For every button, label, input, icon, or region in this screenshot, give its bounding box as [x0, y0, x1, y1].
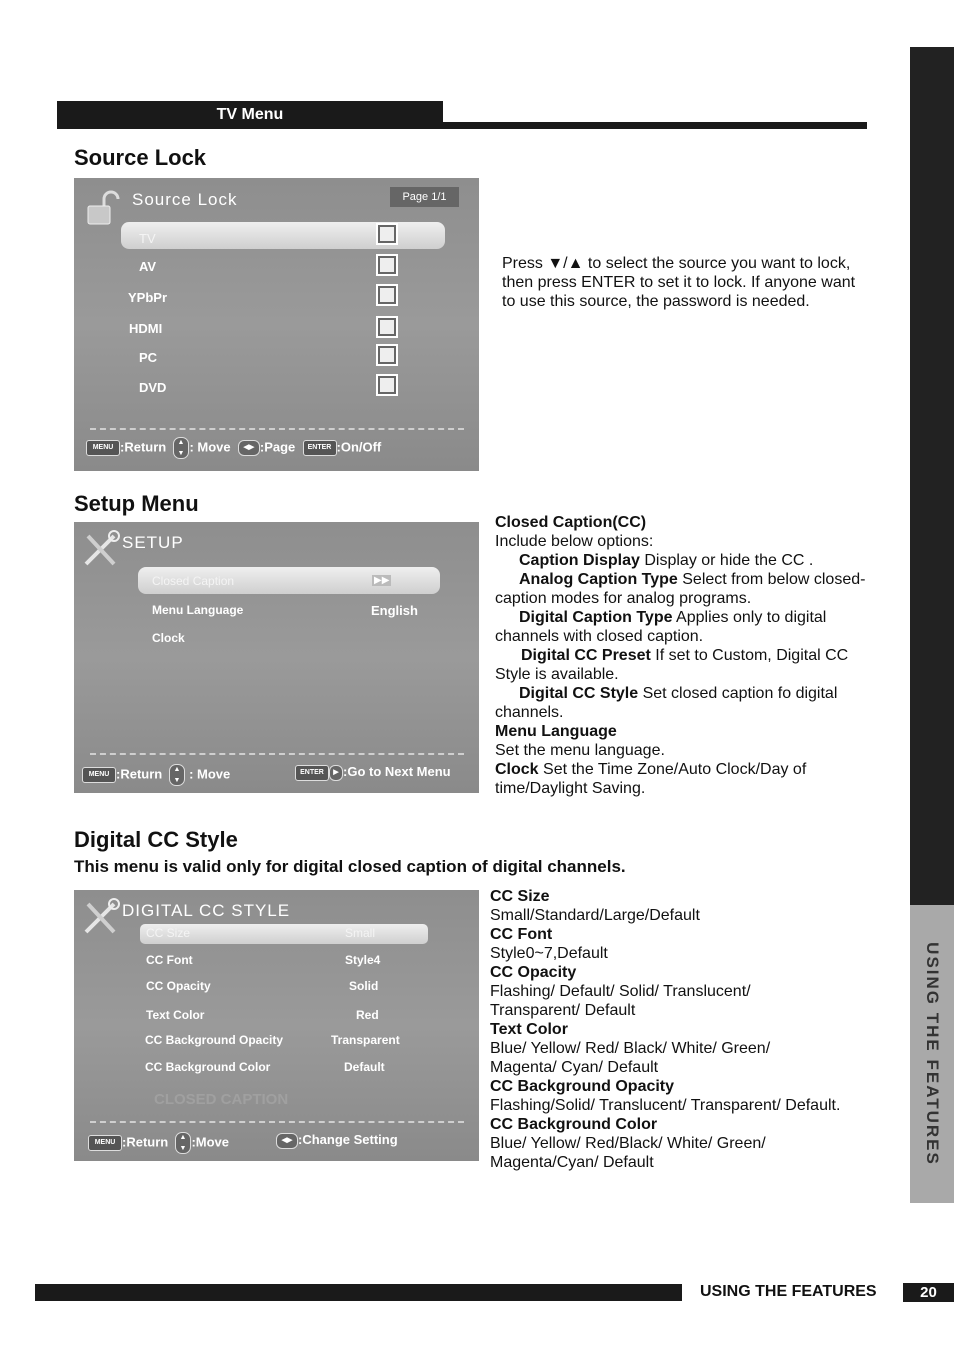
cc-opacity-value: Solid: [349, 979, 379, 993]
screen-title: Source Lock: [132, 190, 238, 209]
up-down-key-icon: [173, 437, 189, 459]
cc-item-opacity[interactable]: CC Opacity: [146, 979, 211, 993]
divider: [90, 1121, 464, 1123]
tools-icon: [80, 898, 120, 941]
lock-checkbox-hdmi[interactable]: [376, 316, 398, 338]
source-item-av[interactable]: AV: [139, 259, 157, 274]
source-lock-screen: [74, 178, 479, 471]
divider: [90, 428, 464, 430]
cc-item-font[interactable]: CC Font: [146, 953, 193, 967]
up-down-key-icon: [169, 764, 185, 786]
source-item-hdmi[interactable]: HDMI: [129, 321, 163, 336]
footer-label: USING THE FEATURES: [700, 1283, 877, 1300]
screen-footer: MENU :Return ▲ ▼ : Move: [82, 764, 230, 786]
lock-icon: [84, 190, 122, 231]
cc-bg-color-value: Default: [344, 1060, 385, 1074]
section-tab: TV Menu: [57, 101, 443, 129]
digital-cc-screen: [74, 890, 479, 1161]
sidebar-label: USING THE FEATURES: [923, 942, 942, 1166]
cc-text-color-value: Red: [356, 1008, 379, 1022]
digital-cc-heading: Digital CC Style: [74, 827, 238, 852]
lock-checkbox-pc[interactable]: [376, 344, 398, 366]
cc-bg-opacity-value: Transparent: [331, 1033, 400, 1047]
page-indicator: Page 1/1: [390, 187, 459, 207]
source-lock-description: Press ▼/▲ to select the source you want to lock, then press ENTER to set it to lock. If anyone want to use this source, the password is needed.: [502, 255, 856, 310]
cc-item-bg-color[interactable]: CC Background Color: [145, 1060, 271, 1074]
lock-checkbox-dvd[interactable]: [376, 374, 398, 396]
menu-key-icon: MENU: [88, 1135, 122, 1151]
lock-checkbox-tv[interactable]: [376, 223, 398, 245]
page-number: 20: [903, 1283, 954, 1302]
screen-title: DIGITAL CC STYLE: [122, 901, 291, 920]
cc-size-value: Small: [345, 926, 376, 940]
screen-footer-right: ◀▶ :Change Setting: [276, 1132, 398, 1149]
right-key-icon: ▶: [329, 765, 343, 781]
source-lock-heading: Source Lock: [74, 145, 207, 170]
lock-checkbox-ypbpr[interactable]: [376, 284, 398, 306]
up-down-key-icon: [175, 1132, 191, 1154]
enter-key-icon: ENTER: [295, 765, 329, 781]
source-item-dvd[interactable]: DVD: [139, 380, 167, 395]
digital-cc-description: CC Size Small/Standard/Large/Default CC Font Style0~7,Default CC Opacity Flashing/ Default/ Solid/ Translucent/ Transparent/ Default Text Color Blue/ Yellow/ Red/ Black/ White/ Green/ Magenta/ Cyan/ Default CC Background Opacity Flashing/Solid/ Translucent/ Transparent/ Default. CC Background Color Blue/ Yellow/ Red/Black/ White/ Green/ Magenta/Cyan/ Default: [490, 888, 841, 1171]
source-item-tv[interactable]: TV: [139, 231, 156, 246]
digital-cc-subheading: This menu is valid only for digital closed caption of digital channels.: [74, 857, 626, 876]
enter-key-icon: ENTER: [303, 440, 337, 456]
footer-rule: [35, 1284, 682, 1301]
source-item-pc[interactable]: PC: [139, 350, 158, 365]
setup-menu-heading: Setup Menu: [74, 491, 199, 516]
header-rule: [443, 122, 867, 129]
menu-language-value: English: [371, 603, 418, 618]
left-right-key-icon: ◀▶: [238, 440, 260, 456]
cc-item-size[interactable]: CC Size: [146, 926, 191, 940]
menu-item-clock[interactable]: Clock: [152, 631, 185, 645]
left-right-key-icon: ◀▶: [276, 1133, 298, 1149]
divider: [90, 753, 464, 755]
source-item-ypbpr[interactable]: YPbPr: [128, 290, 168, 305]
screen-footer-right: ENTER ▶ :Go to Next Menu: [295, 764, 451, 781]
screen-footer: MENU :Return ▲ ▼ :Move: [88, 1132, 229, 1154]
cc-item-text-color[interactable]: Text Color: [146, 1008, 205, 1022]
setup-screen: [74, 522, 479, 793]
cc-item-bg-opacity[interactable]: CC Background Opacity: [145, 1033, 284, 1047]
submenu-arrow-icon: ▶▶: [374, 575, 390, 586]
menu-item-closed-caption[interactable]: Closed Caption: [152, 574, 235, 588]
sidebar-dark-band: [910, 47, 954, 905]
menu-key-icon: MENU: [82, 767, 116, 783]
setup-menu-description: Closed Caption(CC) Include below options: Caption Display Display or hide the CC . Analog Caption Type Select from below closed-caption modes for analog programs. Digital Caption Type Applies only to digital channels with closed caption. Digital CC Preset If set to Custom, Digital CC Style is available. Digital CC Style Set closed caption fo digital channels. Menu Language Set the menu language. Clock Set the Time Zone/Auto Clock/Day of time/Daylight Saving.: [495, 514, 866, 797]
menu-key-icon: MENU: [86, 440, 120, 456]
cc-font-value: Style4: [345, 953, 381, 967]
screen-footer: MENU :Return ▲ ▼ : Move ◀▶ :Page ENTER :On/Off: [86, 437, 381, 459]
caption-preview: CLOSED CAPTION: [154, 1091, 289, 1108]
menu-item-menu-language[interactable]: Menu Language: [152, 603, 244, 617]
tools-icon: [80, 530, 120, 573]
lock-checkbox-av[interactable]: [376, 254, 398, 276]
screen-title: SETUP: [122, 533, 184, 552]
